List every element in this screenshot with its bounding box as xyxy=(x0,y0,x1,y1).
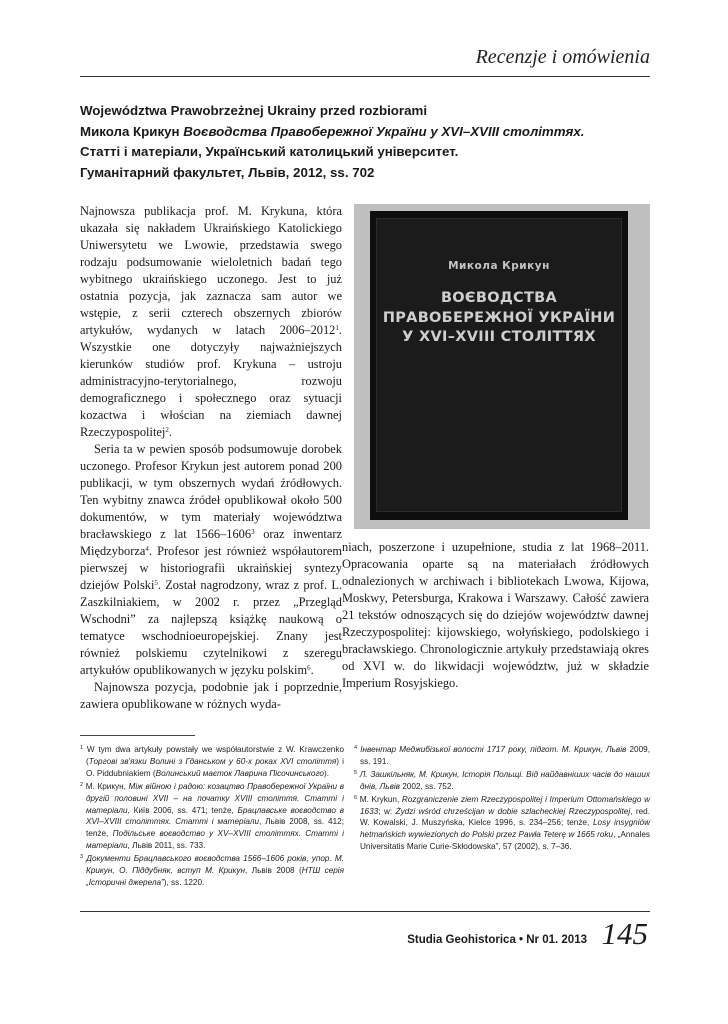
text-run: , Львів 2011, ss. 733. xyxy=(127,841,206,851)
text-run: ), ss. 1220. xyxy=(163,877,205,887)
text-run: ) i O. Piddubniakiem ( xyxy=(86,756,344,778)
text-run: Між війною і радою: козацтво Правобережної України в другій половині XVII – на початку XVIII століття. Статті і матеріали xyxy=(86,781,344,815)
cover-title-line-1: ВОЄВОДСТВА xyxy=(440,290,558,306)
text-run: Волинський маєток Лаврина Пісочинського xyxy=(155,768,324,778)
text-run: , „Annales Universitatis Marie Curie-Skłodowska”, 57 (2002), s. 7–36. xyxy=(360,830,650,852)
review-author: Микола Крикун xyxy=(80,123,184,139)
review-title xyxy=(80,101,650,184)
footnote-5 xyxy=(354,768,650,793)
review-book-title: Воєводства Правобережної України у XVI–XVIII століттях. xyxy=(183,123,585,139)
text-run: НТШ серія „Історичні джерела” xyxy=(86,866,344,887)
footnote-number: 3 xyxy=(80,854,84,861)
text-run: Брацлавське воєводство в XVI–XVIII століттях. Статті і матеріали xyxy=(86,805,344,827)
text-run: , Львів 2008, ss. 412; tenże, xyxy=(86,817,344,839)
cover-title-line-3: У XVI–XVIII СТОЛІТТЯХ xyxy=(402,329,596,345)
footnote-ref: 4 xyxy=(145,545,149,553)
paragraph-1 xyxy=(80,203,342,441)
body-column-right xyxy=(342,539,649,692)
footer-rule xyxy=(80,911,650,912)
footnote-3 xyxy=(80,852,344,889)
book-cover-panel xyxy=(376,218,622,512)
footnote-4 xyxy=(354,743,650,768)
header-rule xyxy=(80,76,650,77)
text-run: , Київ 2006, ss. 471; tenże, xyxy=(127,805,238,815)
text-run: Rozgraniczenie ziem Rzeczypospolitej i Imperium Ottomańskiego w 1633 xyxy=(360,794,650,816)
footnote-number: 4 xyxy=(354,745,358,751)
page-number: 145 xyxy=(601,916,648,951)
text-run: Л. Зашкільняк, М. Крикун, Історія Польщі. Від найдавніших часів до наших днів, Львів xyxy=(359,769,650,791)
text-run: Seria ta w pewien sposób podsumowuje dorobek uczonego. Profesor Krykun jest autorem ponad 200 publikacji, w tym obszernych wydań źródłowych. Ten wybitny znawca źródeł opublikował około 500 dokumentów, w tym materiały województwa bracławskiego z lat 1566–1606 xyxy=(80,442,342,541)
text-run: M. Krykun, xyxy=(357,794,402,804)
text-run: ). xyxy=(323,768,329,778)
footnote-number: 5 xyxy=(354,769,358,776)
body-column-left xyxy=(80,203,342,713)
footnote-number: 2 xyxy=(80,781,84,788)
review-title-line-2 xyxy=(80,122,650,143)
footnote-number: 6 xyxy=(354,794,358,801)
book-cover xyxy=(370,211,628,520)
text-run: . Został nagrodzony, wraz z prof. L. Zaszkilniakiem, w 2002 r. przez „Przegląd Wschodni” za najlepszą książkę naukową o tematyce wschodnioeuropejskiej. Znany jest również polskiemu czytelnikowi z szeregu artykułów opublikowanych w języku polskim xyxy=(80,578,342,677)
review-title-line-1: Województwa Prawobrzeżnej Ukrainy przed rozbiorami xyxy=(80,103,428,118)
text-run: Подільське воєводство у XV–XVIII століттях. Статті і матеріали xyxy=(86,829,344,851)
cover-title-line-2: ПРАВОБЕРЕЖНОЇ УКРАЇНИ xyxy=(382,309,616,326)
paragraph-3-continued: niach, poszerzone i uzupełnione, studia z lat 1968–2011. Opracowania oparte są na materiałach źródłowych odnalezionych w archiwach i bibliotekach Lwowa, Kijowa, Moskwy, Petersburga, Krakowa i Warszawy. Całość zawiera 21 tekstów odnoszących się do dziejów województw dawnej Rzeczypospolitej: kijowskiego, wołyńskiego, podolskiego i bracławskiego. Chronologicznie artykuły przedstawiają okres od XVI w. do likwidacji województw, już w składzie Imperium Rosyjskiego. xyxy=(342,540,649,690)
cover-title xyxy=(381,289,617,348)
text-run: Żydzi wśród chrześcijan w dobie szlacheckiej Rzeczypospolitej xyxy=(395,806,631,816)
text-run: Losy insygniów hetmańskich wywiezionych do Polski przez Pawła Teterę w 1665 roku xyxy=(360,818,650,840)
footnote-6 xyxy=(354,793,650,854)
text-run: oraz inwentarz Międzyborza xyxy=(80,527,342,558)
footnote-rule xyxy=(80,735,195,736)
text-run: , Львів 2008 ( xyxy=(245,866,302,876)
text-run: Торгові зв'язки Волині з Гданськом у 60-х роках XVI століття xyxy=(88,756,337,766)
book-cover-image xyxy=(354,204,650,529)
text-run: , red. W. Kowalski, J. Muszyńska, Kielce 1996, s. 234–256; tenże, xyxy=(360,806,650,828)
text-run: . xyxy=(310,663,314,677)
text-run: 2009, ss. 191. xyxy=(360,745,650,766)
text-run: . Wszystkie one dotyczyły najważniejszych kierunków studiów prof. Krykuna – ustroju administracyjno-terytorialnego, rozwoju demograficznego i społecznego oraz sytuacji kozactwa i włościan na ziemiach dawnej Rzeczypospolitej xyxy=(80,323,342,439)
text-run: W tym dwa artykuły powstały we współautorstwie z W. Krawczenko ( xyxy=(83,745,344,766)
footnote-ref: 2 xyxy=(165,426,169,434)
footnote-ref: 5 xyxy=(154,579,158,587)
text-run: . Profesor jest również współautorem pierwszej w historiografii ukraińskiej syntezy dziejów Polski xyxy=(80,544,342,592)
journal-name: Studia Geohistorica • Nr 01. 2013 xyxy=(407,934,587,946)
text-run: Документи Брацлавського воєводства 1566–1606 років, упор. М. Крикун, О. Піддубняк, вступ М. Крикун xyxy=(86,854,344,876)
footnote-ref: 1 xyxy=(335,324,339,332)
text-run: 2002, ss. 752. xyxy=(399,781,454,791)
running-head: Recenzje i omówienia xyxy=(475,46,650,68)
footnote-2 xyxy=(80,780,344,852)
text-run: ; w: xyxy=(378,806,396,816)
footnotes-left xyxy=(80,743,344,889)
footnotes-right xyxy=(354,743,650,853)
paragraph-2 xyxy=(80,441,342,679)
text-run: Інвентар Меджибізької волості 1717 року, підгот. М. Крикун, Львів xyxy=(360,745,627,754)
footnote-number: 1 xyxy=(80,745,84,751)
footnote-ref: 6 xyxy=(307,664,311,672)
cover-author: Микола Крикун xyxy=(448,260,550,272)
footnote-1 xyxy=(80,743,344,780)
footnote-ref: 3 xyxy=(251,528,255,536)
text-run: Najnowsza publikacja prof. M. Krykuna, która ukazała się nakładem Ukraińskiego Katolickiego Uniwersytetu we Lwowie, przedstawia swego rodzaju podsumowanie wieloletnich badań tego wybitnego ukraińskiego uczonego. Jest to już ostatnia pozycja, jak zaznacza sam autor we wstępie, z serii czterech obszernych zbiorów artykułów, wydanych w latach 2006–2012 xyxy=(80,204,342,337)
text-run: . xyxy=(168,425,172,439)
text-run: М. Крикун, xyxy=(83,781,129,791)
paragraph-3: Najnowsza pozycja, podobnie jak i poprzednie, zawiera opublikowane w różnych wyda- xyxy=(80,680,342,711)
review-title-line-3: Статті і матеріали, Український католицький університет. xyxy=(80,144,459,160)
review-title-line-4: Гуманітарний факультет, Львів, 2012, ss. 702 xyxy=(80,165,375,181)
